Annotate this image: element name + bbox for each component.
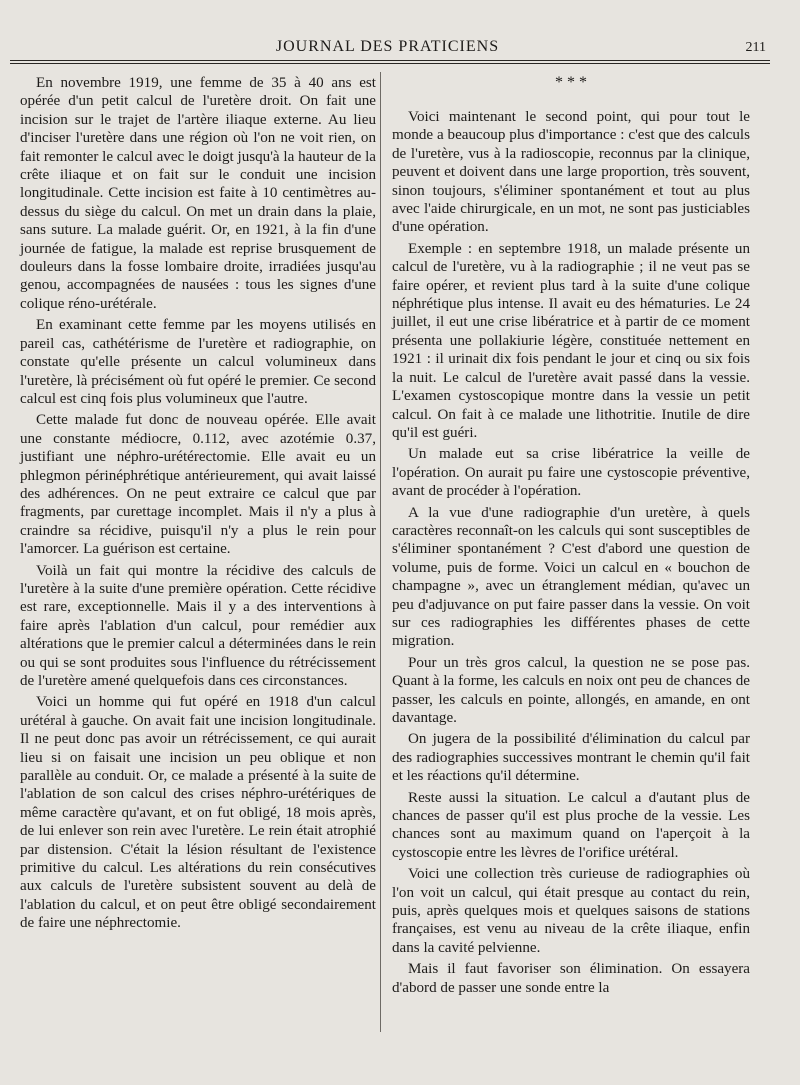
section-separator: * * * — [555, 74, 587, 91]
page-number: 211 — [745, 40, 766, 55]
header-rule — [10, 60, 770, 61]
paragraph: Voici maintenant le second point, qui pour tout le monde a beaucoup plus d'importance : c'est que des calculs de l'uretère, vus à la radioscopie, reconnus par la clinique, peuvent et doivent dans une large proportion, très souvent, sinon toujours, s'éliminer spontanément et tout au plus avec l'aide chirurgicale, en un mot, ne sont pas justiciables d'une opération. — [392, 109, 750, 236]
paragraph: On jugera de la possibilité d'élimination du calcul par des radiographies successives montrant le chemin qu'il fait et les réactions qu'il détermine. — [392, 731, 750, 785]
paragraph: Voici une collection très curieuse de radiographies où l'on voit un calcul, qui était presque au contact du rein, puis, après quelques mois et quelques saisons de stations françaises, est venu au niveau de la crête iliaque, enfin dans la cavité pelvienne. — [392, 866, 750, 956]
paragraph: Cette malade fut donc de nouveau opérée. Elle avait une constante médiocre, 0.112, avec azotémie 0.37, justifiant une néphro-urétérectomie. Elle avait eu un phlegmon périnéphrétique antérieurement, qui avait laissé des adhérences. On ne peut extraire ce calcul que par fragments, par curettage incomplet. Mais il n'y a plus à craindre sa récidive, puisqu'il n'y a plus le rein pour l'amorcer. La guérison est certaine. — [20, 412, 376, 558]
paragraph: Exemple : en septembre 1918, un malade présente un calcul de l'uretère, vu à la radiographie ; il ne veut pas se faire opérer, et revient plus tard à la suite d'une colique néphrétique plus intense. Il avait eu des hématuries. Le 24 juillet, il eut une crise libératrice et à partir de ce moment présenta une pollakiurie légère, constituée nettement en 1921 : il urinait dix fois pendant le jour et cinq ou six fois la nuit. Le calcul de l'uretère avait passé dans la vessie. L'examen cystoscopique montre dans la vessie un petit calcul. On fait à ce malade une lithotritie. Inutile de dire qu'il est guéri. — [392, 240, 750, 441]
column-divider — [380, 72, 381, 1032]
paragraph: Un malade eut sa crise libératrice la veille de l'opération. On aurait pu faire une cystoscopie préventive, avant de procéder à l'opération. — [392, 446, 750, 500]
paragraph: Voici un homme qui fut opéré en 1918 d'un calcul urétéral à gauche. On avait fait une incision longitudinale. Il ne peut donc pas avoir un rétrécissement, ce qui aurait lieu si on faisait une incision un peu oblique et non parallèle au conduit. Or, ce malade a présenté à la suite de l'ablation de son calcul des crises néphro-urétériques de même caractère qu'avant, et on fut obligé, 18 mois après, de lui enlever son rein avec l'uretère. Le rein était atrophié par distension. C'était la lésion résultant de l'existence primitive du calcul. Les altérations du rein consécutives aux calculs de l'uretère subsistent souvent au delà de l'ablation du calcul, et on peut être obligé secondairement de faire une néphrectomie. — [20, 694, 376, 932]
header-rule-secondary — [10, 63, 770, 64]
paragraph: En examinant cette femme par les moyens utilisés en pareil cas, cathétérisme de l'uretère et radiographie, on constate qu'elle présente un calcul volumineux dans l'uretère, là précisément où fut opéré le premier. Ce second calcul est cinq fois plus volumineux que l'autre. — [20, 317, 376, 407]
right-column — [392, 74, 750, 1000]
paragraph: Voilà un fait qui montre la récidive des calculs de l'uretère à la suite d'une première opération. Cette récidive est rare, exceptionnelle. Mais il y a des interventions à faire après l'ablation d'un calcul, pour remédier aux altérations que le premier calcul a déterminées dans le rein ou qui se sont produites sous l'influence du rétrécissement de l'uretère amené quelquefois dans ces circonstances. — [20, 562, 376, 689]
page-header — [0, 0, 800, 70]
paragraph: En novembre 1919, une femme de 35 à 40 ans est opérée d'un petit calcul de l'uretère droit. On fait une incision sur le trajet de l'artère iliaque externe. Au lieu d'inciser l'uretère dans une région où l'on ne voit rien, on fait remonter le calcul avec le doigt jusqu'à la hauteur de la crête iliaque et on fait sur le conduit une incision longitudinale. Cette incision est faite à 10 centimètres au-dessus du siège du calcul. On met un drain dans la plaie, sans suture. La malade guérit. Or, en 1921, à la fin d'une journée de fatigue, la malade est reprise brusquement de douleurs dans la fosse lombaire droite, irradiées jusqu'au genou, accompagnées de nausées : tous les signes d'une colique réno-urétérale. — [20, 75, 377, 312]
paragraph: A la vue d'une radiographie d'un uretère, à quels caractères reconnaît-on les calculs qui sont susceptibles de s'éliminer spontanément ? C'est d'abord une question de volume, puis de forme. Voici un calcul en « bouchon de champagne », avec un étranglement médian, qu'avec un peu d'adjuvance on put faire passer dans la vessie. On voit sur ces radiographies les différentes phases de cette migration. — [392, 504, 750, 650]
journal-title: JOURNAL DES PRATICIENS — [275, 38, 500, 55]
paragraph: Pour un très gros calcul, la question ne se pose pas. Quant à la forme, les calculs en noix ont peu de chances de passer, les calculs en pointe, allongés, en amande, en ont davantage. — [392, 654, 750, 726]
paragraph: Mais il faut favoriser son élimination. On essayera d'abord de passer une sonde entre la — [392, 961, 750, 996]
paragraph: Reste aussi la situation. Le calcul a d'autant plus de chances de passer qu'il est plus proche de la vessie. Les chances sont au maximum quand on l'aperçoit à la cystoscopie entre les lèvres de l'orifice urétéral. — [392, 789, 750, 861]
left-column — [20, 74, 376, 936]
